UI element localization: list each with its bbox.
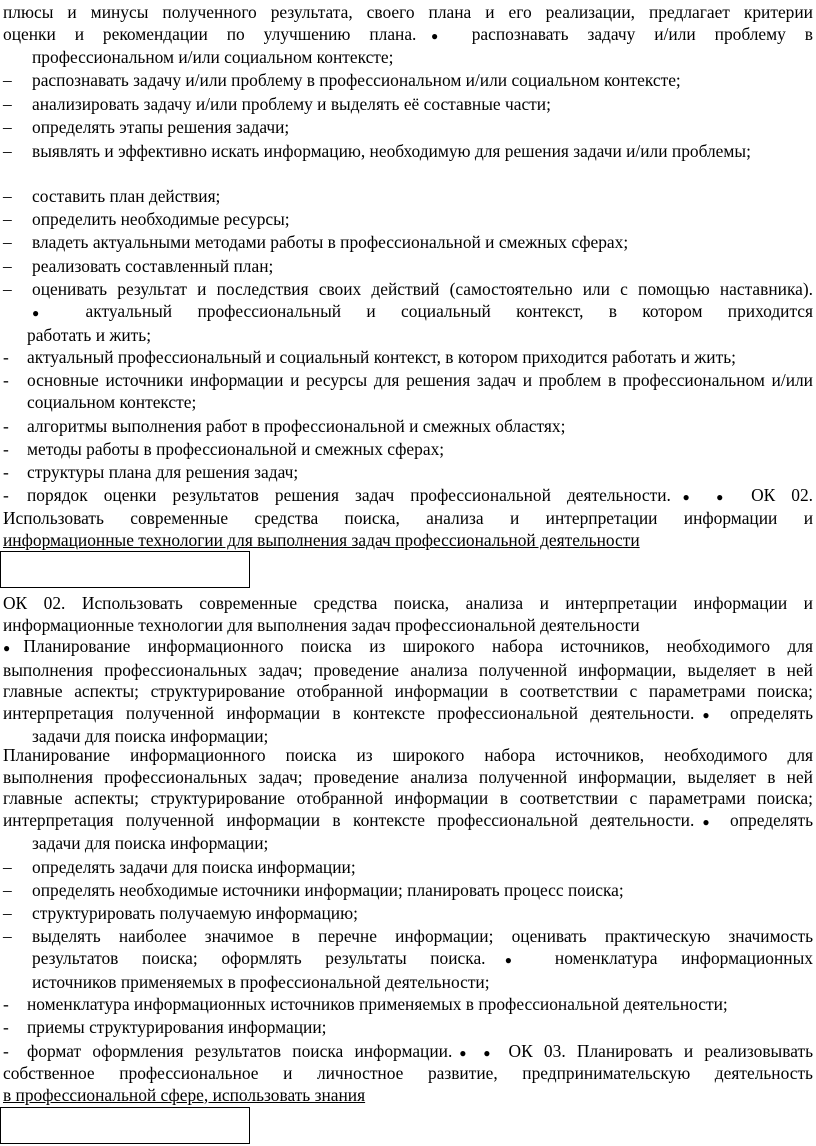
skills-last-continuation [3, 301, 813, 346]
list-item: – определять этапы решения задачи; [3, 117, 290, 137]
skills-last-line-3: работать и жить; [27, 324, 152, 345]
list-item: – реализовать составленный план; [3, 256, 274, 276]
dash-marker: – [3, 926, 12, 946]
list-item: - методы работы в профессиональной и смежных сферах; [3, 439, 445, 459]
list-item: – оценивать результат и последствия своих действий (самостоятельно или с помощью наставника). [3, 279, 813, 299]
dash-marker: – [3, 857, 12, 877]
hyphen-marker: - [3, 370, 9, 390]
dash-marker: – [3, 141, 12, 161]
intro-line-2: оценки и рекомендации по улучшению плана.● распознавать задачу и/или проблему в [3, 23, 813, 44]
bullet-icon: ● [694, 814, 718, 829]
list-item: - приемы структурирования информации; [3, 1017, 327, 1037]
dash-marker: – [3, 70, 12, 90]
list-item: – анализировать задачу и/или проблему и выделять её составные части; [3, 94, 551, 114]
ok02-line-6: интерпретация полученной информации в контексте профессиональной деятельности.● определять [3, 702, 814, 723]
ok03-line-2: собственное профессиональное и личностное развитие, предпринимательскую деятельность [3, 1063, 813, 1083]
hyphen-marker: - [3, 347, 9, 367]
bullet-icon: ● [32, 306, 61, 320]
list-item: – определять задачи для поиска информации; [3, 857, 356, 877]
list-item: - основные источники информации и ресурсы для решения задач и проблем в профессиональном и/или социальном контексте; [3, 370, 813, 412]
intro-paragraph [3, 2, 813, 69]
search-skills-last-continuation [3, 948, 813, 993]
hyphen-marker: - [3, 462, 9, 482]
ok02-line-4: выполнения профессиональных задач; проведение анализа полученной информации, выделяет в ней [3, 659, 813, 680]
empty-frame [0, 1107, 250, 1144]
skills-last-line-2: ● актуальный профессиональный и социальный контекст, в котором приходится [32, 301, 813, 321]
list-item: - формат оформления результатов поиска информации.● ● ОК 03. Планировать и реализовывать [3, 1041, 814, 1061]
hyphen-marker: - [3, 416, 9, 436]
ok02-line-5: главные аспекты; структурирование отобранной информации в соответствии с параметрами поиска; [3, 681, 813, 701]
hyphen-marker: - [3, 1017, 9, 1037]
list-item: – определять необходимые источники информации; планировать процесс поиска; [3, 880, 624, 900]
ok02-line-2: информационные технологии для выполнения задач профессиональной деятельности [3, 614, 640, 635]
dash-marker: – [3, 186, 12, 206]
list-item: – составить план действия; [3, 186, 221, 206]
hyphen-marker: - [3, 994, 9, 1014]
bullet-icon: ● ● [452, 1046, 498, 1060]
ok03-inline [3, 1063, 813, 1106]
list-item: - номенклатура информационных источников применяемых в профессиональной деятельности; [3, 994, 728, 1014]
hyphen-marker: - [3, 1041, 9, 1061]
dash-marker: – [3, 279, 12, 299]
planning-line-2: выполнения профессиональных задач; проведение анализа полученной информации, выделяет в ней [3, 766, 813, 787]
list-item: – распознавать задачу и/или проблему в профессиональном и/или социальном контексте; [3, 70, 681, 90]
ok02-line-1: ОК 02. Использовать современные средства поиска, анализа и интерпретации информации и [3, 593, 813, 613]
planning-line-4: интерпретация полученной информации в контексте профессиональной деятельности.● определять [3, 809, 814, 830]
dash-marker: – [3, 94, 12, 114]
hyphen-marker: - [3, 485, 9, 505]
planning-line-3: главные аспекты; структурирование отобранной информации в соответствии с параметрами поиска; [3, 788, 813, 808]
planning-block [3, 745, 813, 855]
bullet-icon: ● ● [670, 490, 736, 504]
intro-line-1: плюсы и минусы полученного результата, своего плана и его реализации, предлагает критерии [3, 2, 813, 22]
ok02-line-7: задачи для поиска информации; [32, 726, 269, 746]
ok02-inline-line-2: Использовать современные средства поиска, анализа и интерпретации информации и [3, 508, 813, 528]
planning-line-1: Планирование информационного поиска из широкого набора источников, необходимого для [3, 745, 813, 765]
dash-marker: – [3, 256, 12, 276]
ok02-block [3, 593, 813, 748]
list-item: – владеть актуальными методами работы в профессиональной и смежных сферах; [3, 232, 629, 252]
list-item: – выделять наиболее значимое в перечне информации; оценивать практическую значимость [3, 926, 813, 946]
list-item: - алгоритмы выполнения работ в профессиональной и смежных областях; [3, 416, 566, 436]
planning-line-5: задачи для поиска информации; [32, 833, 269, 853]
intro-line-3: профессиональном и/или социальном контексте; [32, 47, 394, 67]
ok03-line-3: в профессиональной сфере, использовать знания [3, 1084, 366, 1105]
bullet-icon: ● [694, 707, 718, 722]
hyphen-marker: - [3, 439, 9, 459]
list-item: – определить необходимые ресурсы; [3, 209, 290, 229]
dash-marker: – [3, 232, 12, 252]
dash-marker: – [3, 880, 12, 900]
dash-marker: – [3, 903, 12, 923]
list-item: – выявлять и эффективно искать информацию, необходимую для решения задачи и/или проблемы; [3, 141, 751, 161]
ok02-line-3: ●Планирование информационного поиска из широкого набора источников, необходимого для [3, 636, 814, 656]
search-skills-line-3: источников применяемых в профессиональной деятельности; [32, 971, 490, 992]
search-skills-line-2: результатов поиска; оформлять результаты поиска.● номенклатура информационных [32, 948, 813, 968]
bullet-icon: ● [485, 953, 532, 967]
list-item: - структуры плана для решения задач; [3, 462, 299, 482]
dash-marker: – [3, 209, 12, 229]
empty-frame [0, 551, 250, 588]
list-item: - порядок оценки результатов решения задач профессиональной деятельности.● ● ОК 02. [3, 485, 814, 505]
ok02-inline-line-3: информационные технологии для выполнения задач профессиональной деятельности [3, 529, 640, 550]
bullet-icon: ● [416, 28, 453, 43]
list-item: - актуальный профессиональный и социальный контекст, в котором приходится работать и жить; [3, 347, 736, 367]
dash-marker: – [3, 117, 12, 137]
list-item: – структурировать получаемую информацию; [3, 903, 358, 923]
bullet-icon: ● [3, 641, 24, 655]
ok02-heading-inline [3, 508, 813, 551]
